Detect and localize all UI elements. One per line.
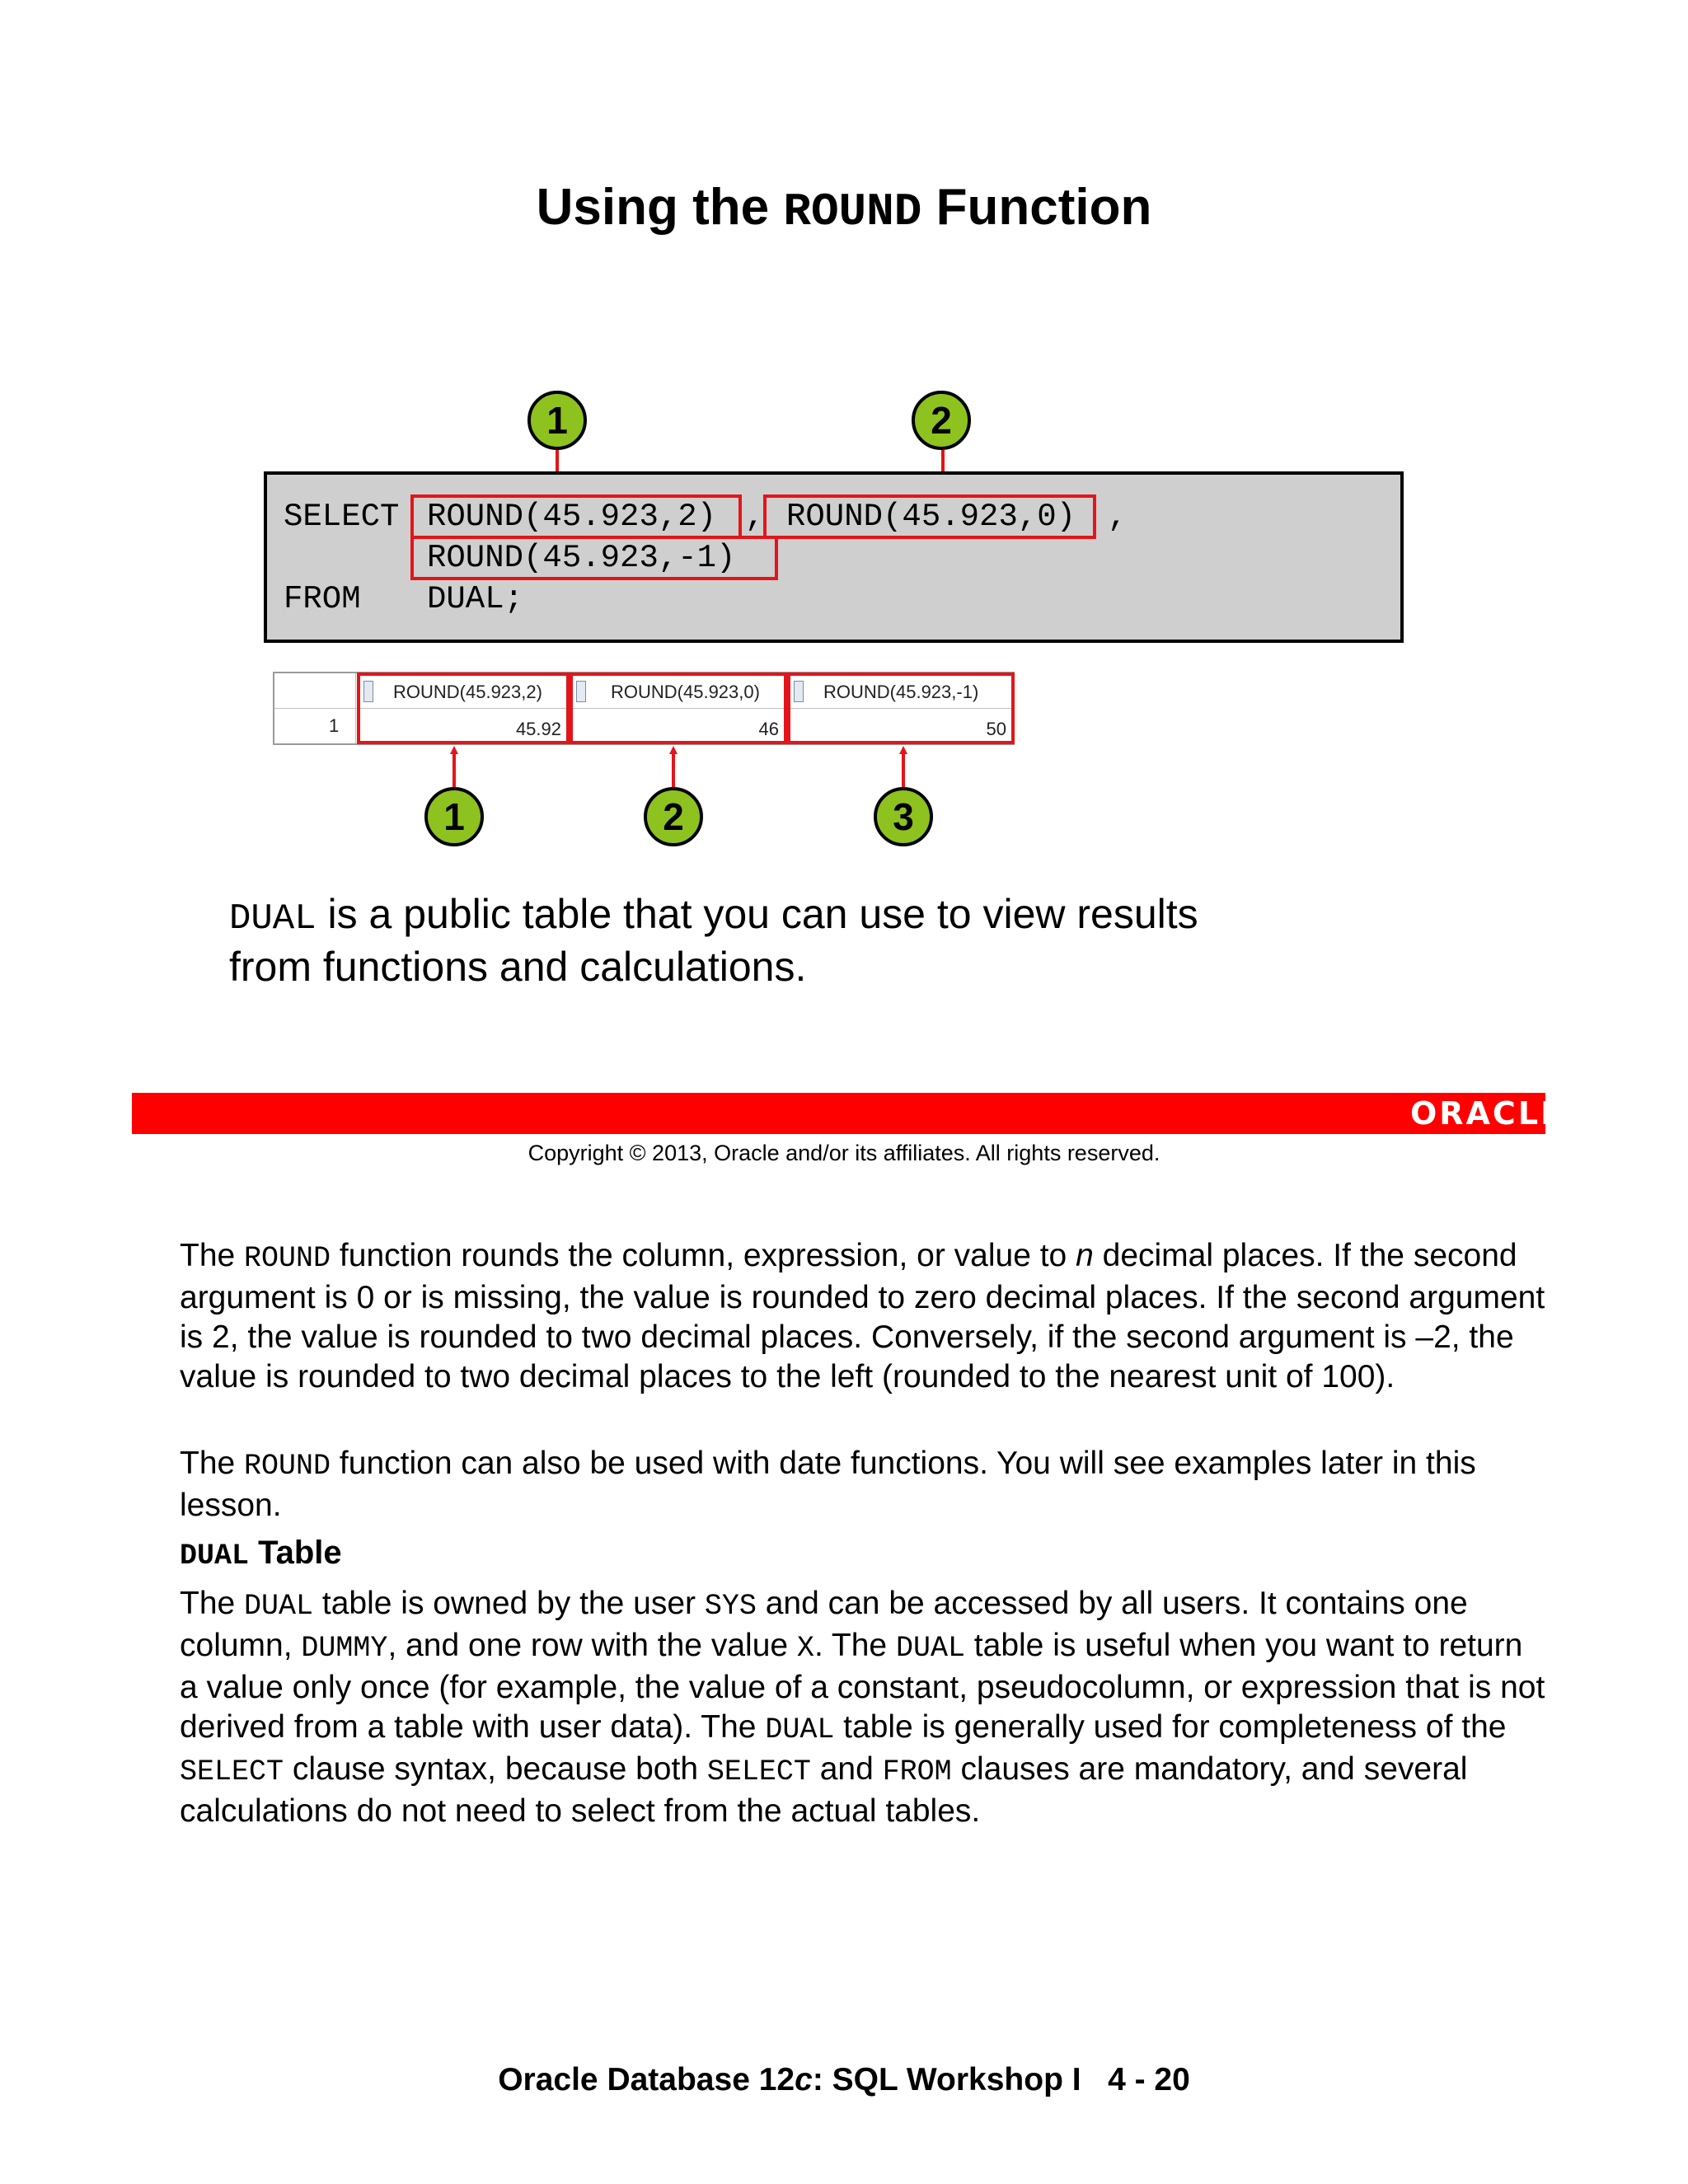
oracle-logo: ORACLE bbox=[1409, 1095, 1564, 1132]
dual-code: DUAL bbox=[229, 898, 316, 940]
dual-description: DUAL is a public table that you can use to view results from functions and calculations. bbox=[229, 891, 1198, 990]
sql-select-keyword: SELECT bbox=[284, 499, 400, 535]
result-col-2 bbox=[570, 673, 787, 744]
callout-2-bottom: 2 bbox=[644, 787, 703, 846]
callout-3-bottom: 3 bbox=[874, 787, 933, 846]
callout-1-top: 1 bbox=[528, 391, 587, 450]
sql-expr-3: ROUND(45.923,-1) bbox=[427, 540, 736, 576]
title-code: ROUND bbox=[783, 185, 922, 238]
result-grid bbox=[273, 672, 1015, 745]
sql-from-keyword: FROM bbox=[284, 581, 361, 617]
sql-expr-1: ROUND(45.923,2) bbox=[427, 499, 717, 535]
sql-comma-1: , bbox=[745, 499, 765, 535]
sql-dual-table: DUAL; bbox=[427, 581, 524, 617]
dual-table-heading: DUAL Table bbox=[180, 1535, 342, 1572]
sort-icon[interactable] bbox=[794, 681, 804, 702]
callout-1-bottom: 1 bbox=[424, 787, 484, 846]
oracle-banner bbox=[132, 1093, 1545, 1134]
page-footer: Oracle Database 12c: SQL Workshop I 4 - 20 bbox=[498, 2062, 1190, 2097]
row-number: 1 bbox=[329, 715, 340, 736]
column-header[interactable]: ROUND(45.923,2) bbox=[393, 682, 542, 702]
sql-code-box bbox=[264, 471, 1404, 643]
copyright-notice: Copyright © 2013, Oracle and/or its affiliates. All rights reserved. bbox=[528, 1141, 1160, 1165]
result-col-1 bbox=[357, 673, 570, 744]
result-value: 50 bbox=[986, 719, 1006, 739]
sql-comma-2: , bbox=[1108, 499, 1128, 535]
grid-rownum-divider bbox=[355, 673, 356, 743]
result-col-3 bbox=[787, 673, 1015, 744]
result-value: 46 bbox=[758, 719, 779, 739]
notes-paragraph-3: The DUAL table is owned by the user SYS and can be accessed by all users. It contains one column, DUMMY, and one row with the value X. The DUAL table is useful when you want to return a value only once (for example, the value of a constant, pseudocolumn, or expression that is not derived from a table with user data). The DUAL table is generally used for completeness of the SELECT clause syntax, because both SELECT and FROM clauses are mandatory, and several calculations do not need to select from the actual tables. bbox=[180, 1586, 1545, 1829]
callout-2-top: 2 bbox=[912, 391, 971, 450]
notes-paragraph-1: The ROUND function rounds the column, expression, or value to n decimal places. If the second argument is 0 or is missing, the value is rounded to zero decimal places. If the second argument is 2, the value is rounded to two decimal places. Conversely, if the second argument is –2, the value is rounded to two decimal places to the left (rounded to the nearest unit of 100). bbox=[180, 1238, 1545, 1394]
highlight-expr-2 bbox=[763, 494, 1096, 539]
sql-expr-2: ROUND(45.923,0) bbox=[786, 499, 1076, 535]
column-header[interactable]: ROUND(45.923,-1) bbox=[823, 682, 979, 702]
highlight-expr-3 bbox=[410, 536, 778, 580]
sort-icon[interactable] bbox=[363, 681, 373, 702]
highlight-expr-1 bbox=[410, 494, 742, 539]
notes-paragraph-2: The ROUND function can also be used with date functions. You will see examples later in this lesson. bbox=[180, 1446, 1476, 1523]
callout-arrows bbox=[0, 0, 1688, 907]
column-header[interactable]: ROUND(45.923,0) bbox=[611, 682, 760, 702]
slide-title: Using the ROUND Function bbox=[536, 179, 1152, 238]
sort-icon[interactable] bbox=[576, 681, 586, 702]
result-value: 45.92 bbox=[515, 719, 561, 739]
